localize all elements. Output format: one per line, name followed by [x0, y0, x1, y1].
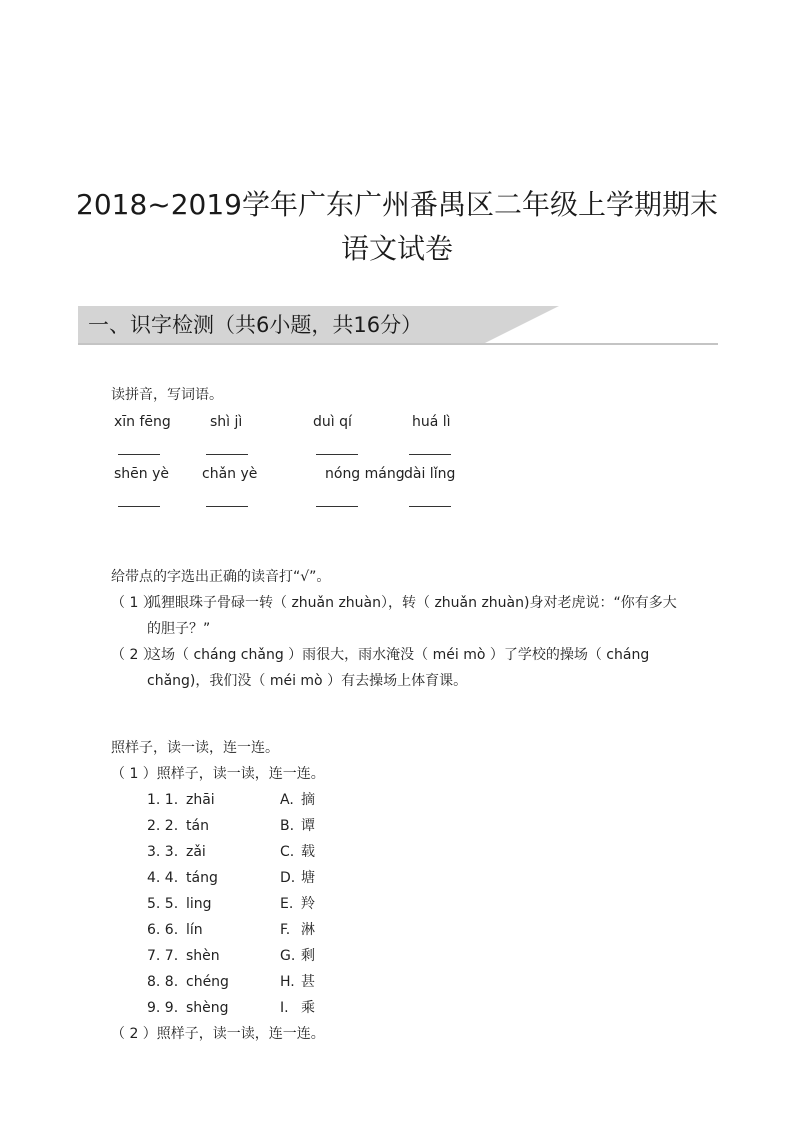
- q3-instruction: 照样子，读一读，连一连。: [111, 740, 279, 756]
- q3-pair-2-number: 2. 2.: [147, 818, 179, 834]
- title-line-1: 2018~2019学年广东广州番禺区二年级上学期期末: [76, 188, 718, 221]
- q3-pair-3-letter: C.: [280, 844, 295, 860]
- q3-pair-5-char: 羚: [301, 896, 315, 912]
- q1-blank-6: [206, 506, 248, 507]
- q2-instruction: 给带点的字选出正确的读音打“√”。: [111, 569, 331, 585]
- q2-item-1-line-2: 的胆子？”: [147, 621, 211, 637]
- q3-pair-4-letter: D.: [280, 870, 296, 886]
- title-line-2: 语文试卷: [340, 232, 453, 265]
- q3-pair-2-letter: B.: [280, 818, 295, 834]
- q1-blank-8: [409, 506, 451, 507]
- q3-pair-7-number: 7. 7.: [147, 948, 179, 964]
- q3-pair-4-char: 塘: [301, 870, 315, 886]
- q3-pair-8-letter: H.: [280, 974, 295, 990]
- q3-pair-6-char: 淋: [301, 922, 315, 938]
- q3-pair-9-pinyin: shèng: [186, 1000, 229, 1016]
- q3-pair-4-pinyin: táng: [186, 870, 218, 886]
- q1-blank-5: [118, 506, 160, 507]
- q3-pair-3-pinyin: zǎi: [186, 844, 206, 860]
- q2-item-1-line-1: 狐狸眼珠子骨碌一转（ zhuǎn zhuàn），转（ zhuǎn zhuàn)身对老虎说：“你有多大: [147, 595, 677, 611]
- q3-pair-4-number: 4. 4.: [147, 870, 179, 886]
- q1-blank-4: [409, 454, 451, 455]
- q1-blank-3: [316, 454, 358, 455]
- document-title: [60, 183, 734, 271]
- q3-pair-8-number: 8. 8.: [147, 974, 179, 990]
- q3-pair-7-letter: G.: [280, 948, 296, 964]
- q1-pinyin-5: shēn yè: [114, 466, 170, 482]
- q3-pair-6-letter: F.: [280, 922, 291, 938]
- q3-sub-2: （ 2 ）照样子，读一读，连一连。: [111, 1026, 325, 1042]
- q1-instruction: 读拼音，写词语。: [111, 387, 223, 403]
- q3-pair-5-letter: E.: [280, 896, 294, 912]
- q3-pair-1-number: 1. 1.: [147, 792, 179, 808]
- section-band-tip: [483, 306, 559, 344]
- q1-pinyin-7: nóng máng: [325, 466, 405, 482]
- q2-item-2-number: （ 2 ）: [111, 647, 157, 663]
- q3-pair-9-char: 乘: [301, 1000, 315, 1016]
- q1-pinyin-3: duì qí: [313, 414, 352, 430]
- q1-pinyin-4: huá lì: [412, 414, 451, 430]
- q1-blank-7: [316, 506, 358, 507]
- q3-pair-6-pinyin: lín: [186, 922, 203, 938]
- q1-pinyin-6: chǎn yè: [202, 466, 258, 482]
- q3-pair-9-number: 9. 9.: [147, 1000, 179, 1016]
- q2-item-1-number: （ 1 ）: [111, 595, 157, 611]
- q1-blank-1: [118, 454, 160, 455]
- q3-pair-8-char: 甚: [301, 974, 315, 990]
- q3-pair-5-pinyin: ling: [186, 896, 212, 912]
- section-heading: 一、识字检测（共6小题，共16分）: [88, 313, 423, 337]
- q1-pinyin-1: xīn fēng: [114, 414, 171, 430]
- q3-pair-2-char: 谭: [301, 818, 315, 834]
- q3-pair-9-letter: I.: [280, 1000, 289, 1016]
- q3-pair-1-letter: A.: [280, 792, 294, 808]
- q3-pair-3-char: 载: [301, 844, 315, 860]
- q3-pair-7-char: 剩: [301, 948, 315, 964]
- q3-pair-6-number: 6. 6.: [147, 922, 179, 938]
- section-heading-bar: [78, 306, 718, 346]
- q3-pair-5-number: 5. 5.: [147, 896, 179, 912]
- q3-pair-1-char: 摘: [301, 792, 315, 808]
- q3-pair-2-pinyin: tán: [186, 818, 209, 834]
- q1-blank-2: [206, 454, 248, 455]
- q1-pinyin-2: shì jì: [210, 414, 243, 430]
- q3-pair-7-pinyin: shèn: [186, 948, 220, 964]
- q3-pair-1-pinyin: zhāi: [186, 792, 215, 808]
- q3-sub-1: （ 1 ）照样子，读一读，连一连。: [111, 766, 325, 782]
- q1-pinyin-8: dài lǐng: [404, 466, 456, 482]
- q3-pair-3-number: 3. 3.: [147, 844, 179, 860]
- q3-pair-8-pinyin: chéng: [186, 974, 229, 990]
- q2-item-2-line-2: chǎng)，我们没（ méi mò ）有去操场上体育课。: [147, 673, 468, 689]
- q2-item-2-line-1: 这场（ cháng chǎng ）雨很大，雨水淹没（ méi mò ）了学校的操场（ cháng: [147, 647, 650, 663]
